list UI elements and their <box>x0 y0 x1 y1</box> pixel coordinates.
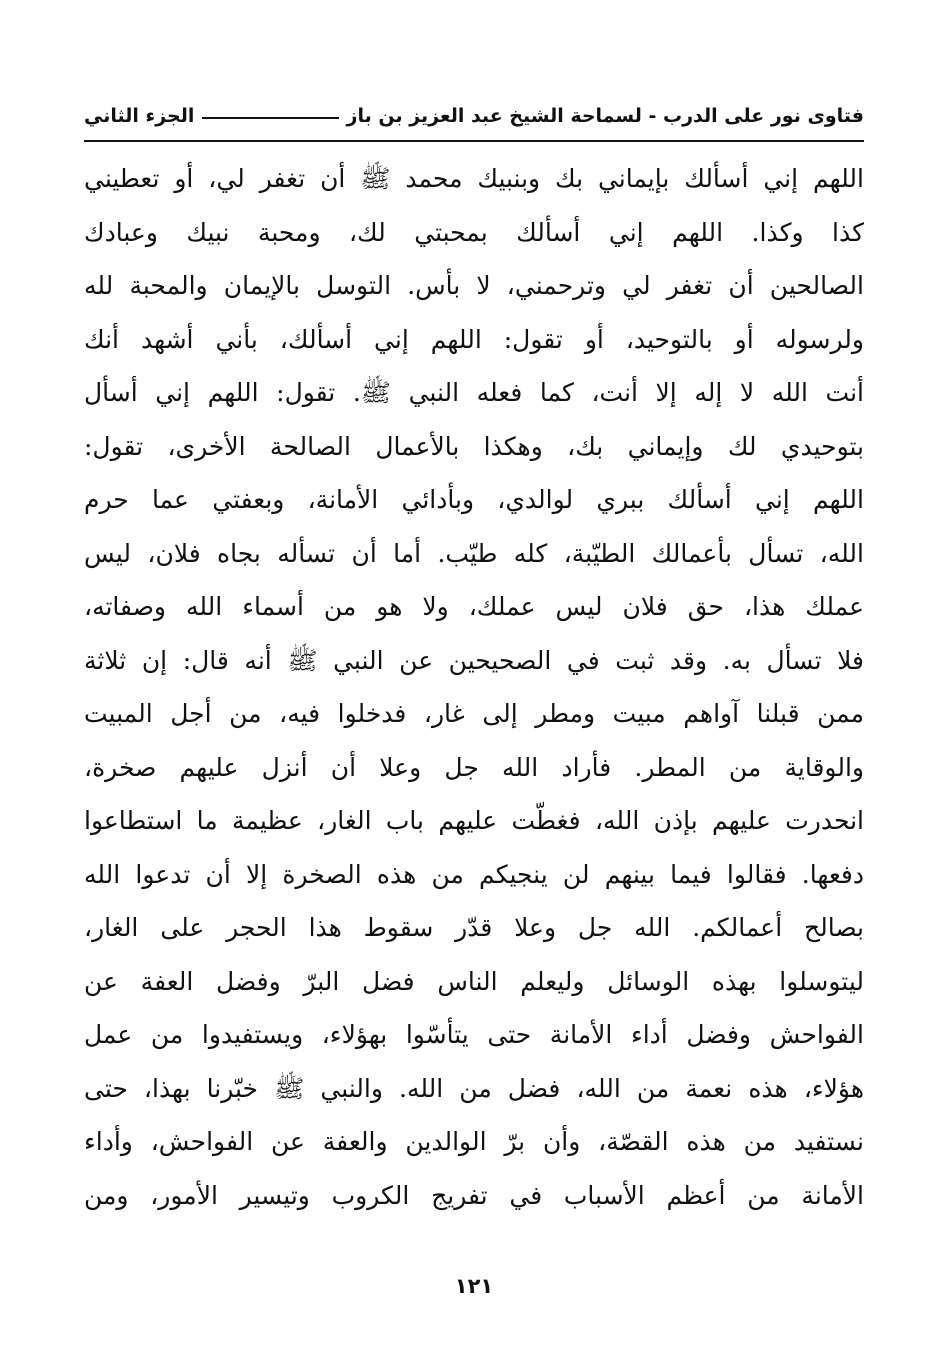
text-line: عملك هذا، حق فلان ليس عملك، ولا هو من أسماء الله وصفاته، <box>84 592 864 621</box>
text-line: والوقاية من المطر. فأراد الله جل وعلا أن أنزل عليهم صخرة، <box>84 752 864 782</box>
text-line: فلا تسأل به. وقد ثبت في الصحيحين عن النبي ﷺ أنه قال: إن ثلاثة <box>84 645 864 675</box>
body-text <box>84 152 864 1222</box>
text-line: الأمانة من أعظم الأسباب في تفريج الكروب وتيسير الأمور، ومن <box>84 1180 864 1210</box>
header-title: فتاوى نور على الدرب - لسماحة الشيخ عبد العزيز بن باز <box>346 105 864 127</box>
text-line: بصالح أعمالكم. الله جل وعلا قدّر سقوط هذا الحجر على الغار، <box>84 913 864 942</box>
header-part-label: الجزء الثاني <box>84 105 195 127</box>
text-line: انحدرت عليهم بإذن الله، فغطّت عليهم باب الغار، عظيمة ما استطاعوا <box>84 806 864 835</box>
text-line: الله، تسأل بأعمالك الطيّبة، كله طيّب. أما أن تسأله بجاه فلان، ليس <box>84 538 864 568</box>
text-line: اللهم إني أسألك ببري لوالدي، وبأدائي الأمانة، وبعفتي عما حرم <box>84 485 864 514</box>
text-line: اللهم إني أسألك بإيماني بك وبنبيك محمد ﷺ أن تغفر لي، أو تعطيني <box>84 164 864 193</box>
text-line: نستفيد من هذه القصّة، وأن برّ الوالدين والعفة عن الفواحش، وأداء <box>84 1127 864 1156</box>
text-line: بتوحيدي لك وإيماني بك، وهكذا بالأعمال الصالحة الأخرى، تقول: <box>84 431 864 461</box>
text-line: ممن قبلنا آواهم مبيت ومطر إلى غار، فدخلوا فيه، من أجل المبيت <box>84 699 864 728</box>
text-line: أنت الله لا إله إلا أنت، كما فعله النبي ﷺ. تقول: اللهم إني أسأل <box>84 378 864 407</box>
running-header <box>84 98 864 134</box>
header-dash-line <box>202 117 338 119</box>
text-line: الصالحين أن تغفر لي وترحمني، لا بأس. التوسل بالإيمان والمحبة لله <box>84 271 864 300</box>
page-number: ١٢١ <box>454 1274 494 1298</box>
text-line: كذا وكذا. اللهم إني أسألك بمحبتي لك، ومحبة نبيك وعبادك <box>84 217 864 247</box>
text-line: ولرسوله أو بالتوحيد، أو تقول: اللهم إني أسألك، بأني أشهد أنك <box>84 324 864 354</box>
text-line: ليتوسلوا بهذه الوسائل وليعلم الناس فضل البرّ وفضل العفة عن <box>84 966 864 996</box>
text-line: هؤلاء، هذه نعمة من الله، فضل من الله. والنبي ﷺ خبّرنا بهذا، حتى <box>84 1073 864 1103</box>
text-line: الفواحش وفضل أداء الأمانة حتى يتأسّوا بهؤلاء، ويستفيدوا من عمل <box>84 1020 864 1049</box>
header-rule <box>84 140 864 142</box>
text-line: دفعها. فقالوا فيما بينهم لن ينجيكم من هذه الصخرة إلا أن تدعوا الله <box>84 859 864 889</box>
